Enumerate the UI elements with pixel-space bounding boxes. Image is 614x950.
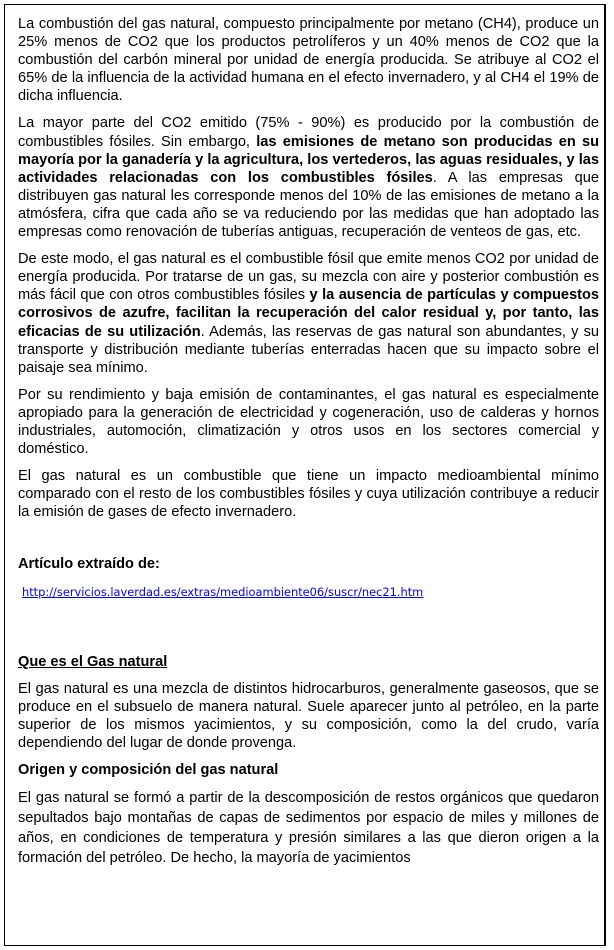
source-link-row: [22, 583, 599, 601]
section-text-origen: El gas natural se formó a partir de la descomposición de restos orgánicos que quedaron sepultados bajo montañas de capas de sedimentos por espacio de miles y millones de años, en condiciones de temperatura y presión similares a las que dieron origen a la formación del petróleo. De hecho, la mayoría de yacimientos: [18, 790, 599, 867]
document-page: [4, 4, 606, 946]
document-body: [18, 15, 599, 877]
source-label: Artículo extraído de:: [18, 556, 160, 573]
section-title-que-es: Que es el Gas natural: [18, 653, 168, 670]
source-link[interactable]: http://servicios.laverdad.es/extras/medioambiente06/suscr/nec21.htm: [22, 584, 424, 599]
paragraph-text: . A las empresas que distribuyen gas natural les corresponde menos del 10% de las emisiones de metano a la atmósfera, cifra que cada año se va reduciendo por las medidas que han adoptado las empresas como renovación de tuberías antiguas, recuperación de venteos de gas, etc.: [18, 169, 599, 241]
paragraph-co2-combustion: La combustión del gas natural, compuesto principalmente por metano (CH4), produce un 25% menos de CO2 que los productos petrolíferos y un 40% menos de CO2 que la combustión del carbón mineral por unidad de energía producida. Se atribuye al CO2 el 65% de la influencia de la actividad humana en el efecto invernadero, y al CH4 el 19% de dicha influencia.: [18, 16, 599, 105]
section-text-que-es: El gas natural es una mezcla de distintos hidrocarburos, generalmente gaseosos, que se produce en el subsuelo de manera natural. Suele aparecer junto al petróleo, en la parte superior de los mismos yacimientos, y su composición, como la del crudo, varía dependiendo del lugar de donde provenga.: [18, 680, 599, 751]
bold-no-particles: y la ausencia de partículas y compuestos corrosivos de azufre, facilitan la recuperación del calor residual y, por tanto, las eficacias de su utilización: [18, 287, 599, 340]
bold-methane-sources: las emisiones de metano son producidas en su mayoría por la ganadería y la agricultura, los vertederos, las aguas residuales, y las actividades relacionadas con los combustibles fósiles: [18, 133, 600, 186]
section-title-origen: Origen y composición del gas natural: [18, 762, 279, 779]
paragraph-least-co2: [18, 250, 599, 377]
paragraph-text: De este modo, el gas natural es el combustible fósil que emite menos CO2 por unidad de energía producida. Por tratarse de un gas, su mezcla con aire y posterior combustión es más fácil que con otros combustibles fósiles: [18, 251, 599, 304]
paragraph-conclusion: El gas natural es un combustible que tiene un impacto medioambiental mínimo comparado con el resto de los combustibles fósiles y cuya utilización contribuye a reducir la emisión de gases de efecto invernadero.: [18, 468, 599, 521]
paragraph-uses: Por su rendimiento y baja emisión de contaminantes, el gas natural es especialmente apropiado para la generación de electricidad y cogeneración, uso de calderas y hornos industriales, automoción, climatización y otros usos en los sectores comercial y doméstico.: [18, 386, 599, 458]
paragraph-text: . Además, las reservas de gas natural son abundantes, y su transporte y distribución mediante tuberías enterradas hacen que su impacto sobre el paisaje sea mínimo.: [18, 323, 599, 376]
paragraph-methane-emissions: [18, 114, 599, 241]
paragraph-text: La mayor parte del CO2 emitido (75% - 90%) es producido por la combustión de combustibles fósiles. Sin embargo,: [18, 115, 599, 150]
